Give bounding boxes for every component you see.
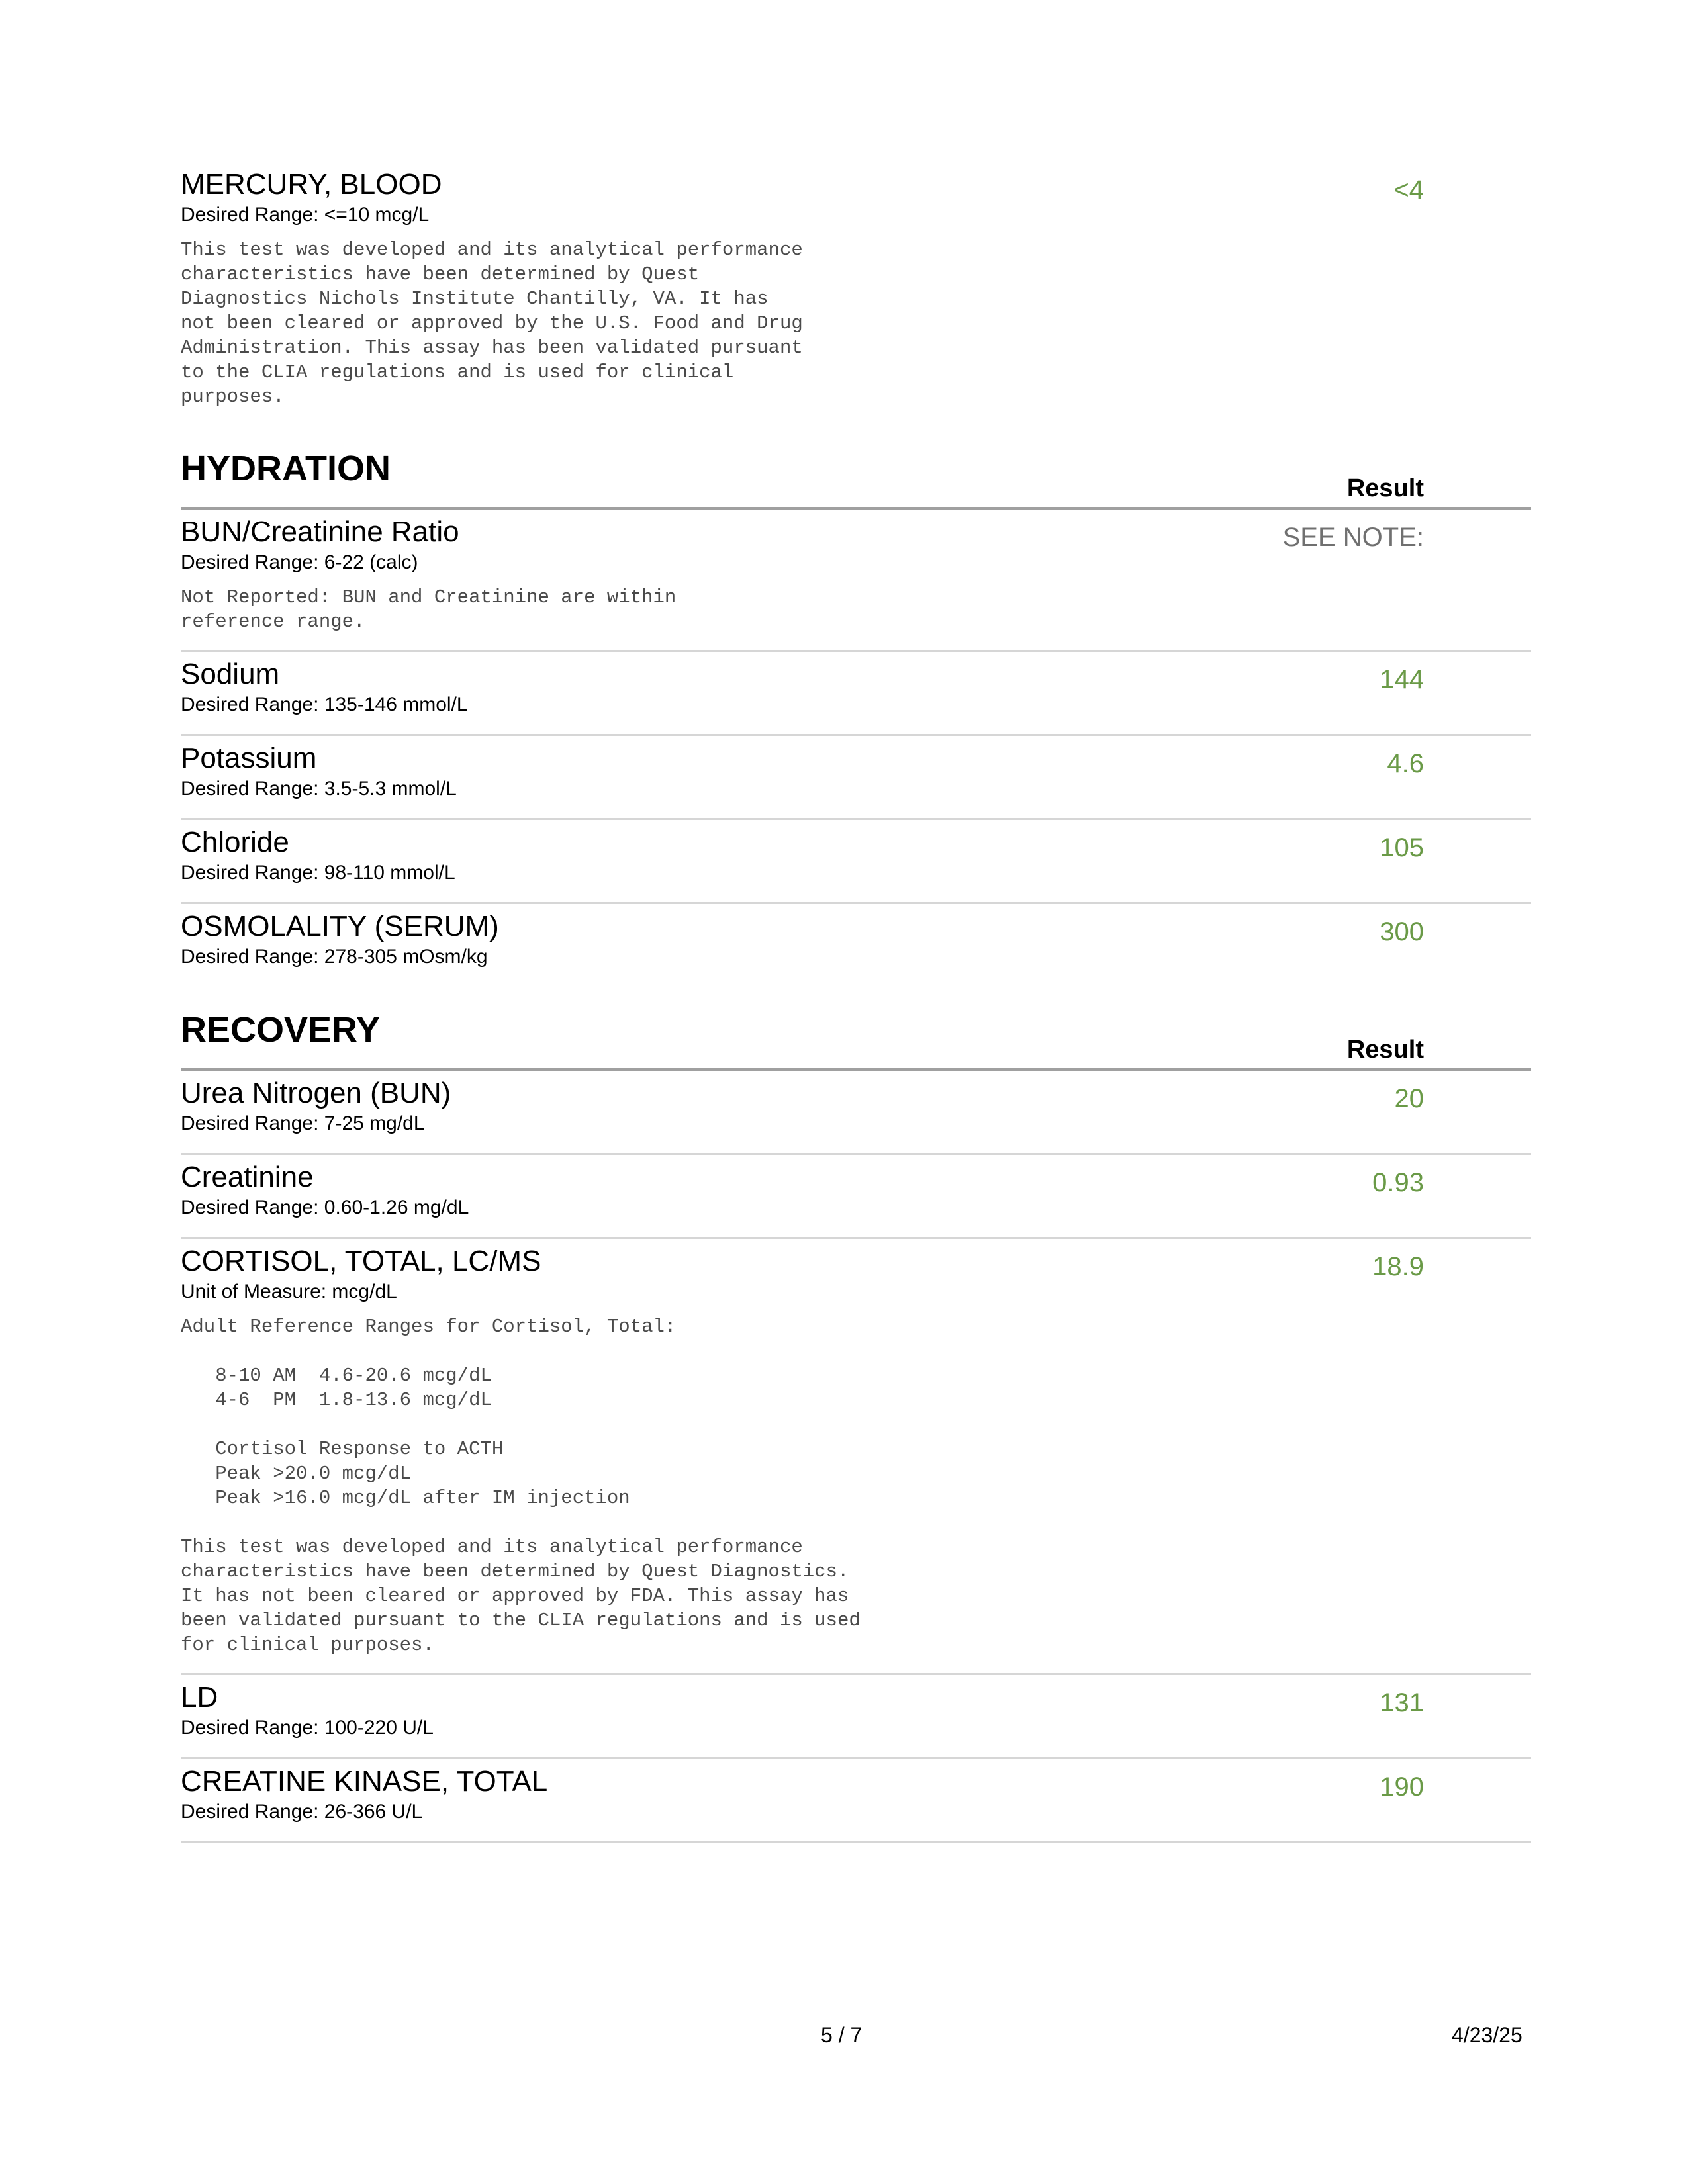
result-column-label: Result xyxy=(1346,1036,1424,1064)
test-result-value: 131 xyxy=(1380,1688,1424,1717)
test-name: CREATINE KINASE, TOTAL xyxy=(181,1765,548,1797)
test-row-urea-nitrogen xyxy=(181,1076,1531,1155)
test-result-value: SEE NOTE: xyxy=(1282,523,1424,552)
test-result-value: 105 xyxy=(1380,833,1424,862)
test-comment: This test was developed and its analytical performance characteristics have been determined by Quest Diagnostics Nichols Institute Chantilly, VA. It has not been cleared or approved by the U.S. Food and Drug Administration. This assay has been validated pursuant to the CLIA regulations and is used for clinical purposes. xyxy=(181,239,803,408)
result-column-label: Result xyxy=(1346,475,1424,502)
test-range: Desired Range: <=10 mcg/L xyxy=(181,204,430,226)
test-name: MERCURY, BLOOD xyxy=(181,168,442,201)
test-range: Desired Range: 7-25 mg/dL xyxy=(181,1113,425,1134)
section-header-recovery xyxy=(181,1009,1531,1071)
test-result-value: 20 xyxy=(1394,1084,1424,1113)
test-name: Chloride xyxy=(181,826,289,858)
test-result-value: 144 xyxy=(1380,665,1424,694)
test-name: Potassium xyxy=(181,742,317,774)
test-row-bun-creatinine-ratio xyxy=(181,515,1531,652)
test-result-value: <4 xyxy=(1393,175,1424,205)
test-row-potassium xyxy=(181,741,1531,820)
test-row-creatine-kinase xyxy=(181,1764,1531,1843)
test-row-chloride xyxy=(181,825,1531,904)
test-range: Desired Range: 26-366 U/L xyxy=(181,1801,423,1823)
test-name: Urea Nitrogen (BUN) xyxy=(181,1077,451,1109)
test-row-osmolality xyxy=(181,909,1531,986)
test-range: Unit of Measure: mcg/dL xyxy=(181,1281,397,1302)
test-range: Desired Range: 100-220 U/L xyxy=(181,1717,434,1739)
page-number: 5 / 7 xyxy=(821,2023,863,2047)
report-date: 4/23/25 xyxy=(1452,2023,1523,2047)
test-result-value: 4.6 xyxy=(1387,749,1424,778)
test-row-ld xyxy=(181,1680,1531,1759)
test-row-sodium xyxy=(181,657,1531,736)
test-range: Desired Range: 278-305 mOsm/kg xyxy=(181,946,488,968)
test-name: Creatinine xyxy=(181,1161,314,1193)
test-range: Desired Range: 135-146 mmol/L xyxy=(181,694,468,715)
test-comment: Adult Reference Ranges for Cortisol, Total: 8-10 AM 4.6-20.6 mcg/dL 4-6 PM 1.8-13.6 mcg/dL Cortisol Response to ACTH Peak >20.0 mcg/dL Peak >16.0 mcg/dL after IM injection This test was developed and its analytical performance characteristics have been determined by Quest Diagnostics. It has not been cleared or approved by FDA. This assay has been validated pursuant to the CLIA regulations and is used for clinical purposes. xyxy=(181,1316,861,1656)
section-title: RECOVERY xyxy=(181,1010,381,1050)
section-header-hydration xyxy=(181,447,1531,510)
test-result-value: 0.93 xyxy=(1372,1168,1424,1197)
report-page xyxy=(181,162,1531,1843)
test-range: Desired Range: 3.5-5.3 mmol/L xyxy=(181,778,457,799)
test-name: BUN/Creatinine Ratio xyxy=(181,516,459,548)
test-name: OSMOLALITY (SERUM) xyxy=(181,910,499,942)
test-range: Desired Range: 0.60-1.26 mg/dL xyxy=(181,1197,469,1218)
test-range: Desired Range: 6-22 (calc) xyxy=(181,551,418,573)
test-result-value: 300 xyxy=(1380,917,1424,946)
test-comment: Not Reported: BUN and Creatinine are within reference range. xyxy=(181,586,677,633)
section-title: HYDRATION xyxy=(181,449,391,488)
test-name: CORTISOL, TOTAL, LC/MS xyxy=(181,1245,541,1277)
test-result-value: 18.9 xyxy=(1372,1252,1424,1281)
test-name: LD xyxy=(181,1681,218,1713)
test-row-cortisol xyxy=(181,1244,1531,1675)
test-result-value: 190 xyxy=(1380,1772,1424,1801)
test-range: Desired Range: 98-110 mmol/L xyxy=(181,862,455,884)
test-row-mercury xyxy=(181,167,1531,425)
test-row-creatinine xyxy=(181,1160,1531,1239)
test-name: Sodium xyxy=(181,658,280,690)
